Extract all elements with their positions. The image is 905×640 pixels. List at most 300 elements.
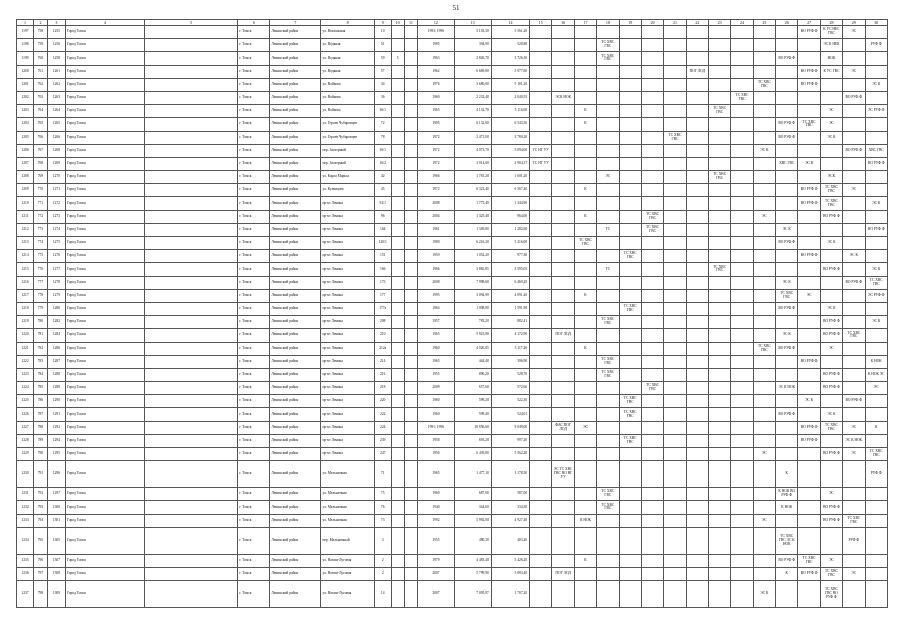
- work-type-cell-17: [574, 488, 596, 501]
- work-type-cell-29: РУФ Ф: [843, 527, 865, 554]
- work-type-cell-16: [552, 501, 574, 514]
- table-row: [17, 408, 888, 421]
- work-type-cell-18: [597, 91, 619, 104]
- row-number-cell: 1221: [17, 342, 34, 355]
- work-type-cell-30: К НОК ЭС: [865, 368, 888, 381]
- work-type-cell-27: ВО РУФ Ф: [798, 65, 820, 78]
- work-type-cell-21: [664, 355, 686, 368]
- registry-index-cell: 791: [34, 461, 48, 488]
- object-id-cell: 1284: [47, 329, 65, 342]
- work-type-cell-19: [619, 263, 641, 276]
- municipality-cell: Город Томск: [65, 250, 144, 263]
- work-type-cell-24: [731, 118, 753, 131]
- object-id-cell: 1291: [47, 408, 65, 421]
- work-type-cell-15: [530, 65, 552, 78]
- house-number-cell: 216: [374, 368, 391, 381]
- work-type-cell-27: ВО РУФ Ф: [798, 197, 820, 210]
- work-type-cell-19: [619, 52, 641, 65]
- work-type-cell-15: [530, 289, 552, 302]
- work-type-cell-18: ТС ХВС ГВС: [597, 368, 619, 381]
- empty-cell-cell: [144, 501, 238, 514]
- registry-index-cell: 793: [34, 501, 48, 514]
- work-type-cell-19: [619, 329, 641, 342]
- work-type-cell-15: [530, 408, 552, 421]
- table-row: [17, 289, 888, 302]
- extra-cell: [404, 527, 418, 554]
- work-type-cell-21: [664, 567, 686, 580]
- work-type-cell-15: [530, 118, 552, 131]
- empty-cell-cell: [144, 434, 238, 447]
- work-type-cell-18: ЭС: [597, 171, 619, 184]
- construction-year-cell: 1957: [418, 316, 454, 329]
- work-type-cell-16: [552, 52, 574, 65]
- work-type-cell-24: [731, 197, 753, 210]
- empty-cell-cell: [144, 105, 238, 118]
- object-id-cell: 1307: [47, 554, 65, 567]
- work-type-cell-18: [597, 210, 619, 223]
- construction-year-cell: 1966: [418, 263, 454, 276]
- registry-index-cell: 763: [34, 91, 48, 104]
- work-type-cell-19: [619, 581, 641, 608]
- municipality-cell: Город Томск: [65, 461, 144, 488]
- work-type-cell-20: [641, 408, 663, 421]
- work-type-cell-16: [552, 527, 574, 554]
- object-id-cell: 1272: [47, 197, 65, 210]
- construction-year-cell: 2004: [418, 210, 454, 223]
- work-type-cell-29: [843, 157, 865, 170]
- work-type-cell-22: [686, 501, 708, 514]
- object-id-cell: 1290: [47, 395, 65, 408]
- work-type-cell-29: ЭС К: [843, 250, 865, 263]
- work-type-cell-21: [664, 408, 686, 421]
- living-area-cell: 403,20: [491, 527, 529, 554]
- municipality-cell: Город Томск: [65, 52, 144, 65]
- living-area-cell: 5 181,20: [491, 78, 529, 91]
- district-cell: Ленинский район: [270, 223, 321, 236]
- work-type-cell-22: [686, 91, 708, 104]
- living-area-cell: 1 591,90: [491, 302, 529, 315]
- house-number-cell: 120/1: [374, 237, 391, 250]
- work-type-cell-21: [664, 276, 686, 289]
- work-type-cell-19: [619, 197, 641, 210]
- house-number-cell: 59: [374, 52, 391, 65]
- work-type-cell-21: [664, 434, 686, 447]
- work-type-cell-20: [641, 105, 663, 118]
- object-id-cell: 1279: [47, 289, 65, 302]
- table-row: [17, 263, 888, 276]
- work-type-cell-26: [776, 26, 798, 39]
- work-type-cell-19: [619, 355, 641, 368]
- house-number-cell: 42: [374, 171, 391, 184]
- registry-index-cell: 789: [34, 434, 48, 447]
- column-number-8: 8: [321, 20, 374, 26]
- living-area-cell: 5 426,20: [491, 554, 529, 567]
- work-type-cell-27: ВО РУФ Ф: [798, 421, 820, 434]
- total-area-cell: 5 799,90: [454, 567, 491, 580]
- living-area-cell: 572,60: [491, 382, 529, 395]
- work-type-cell-15: [530, 368, 552, 381]
- work-type-cell-22: [686, 223, 708, 236]
- district-cell: Ленинский район: [270, 26, 321, 39]
- column-number-9: 9: [374, 20, 391, 26]
- work-type-cell-29: [843, 554, 865, 567]
- work-type-cell-29: ЭС: [843, 26, 865, 39]
- work-type-cell-30: [865, 250, 888, 263]
- empty-cell-cell: [144, 197, 238, 210]
- work-type-cell-19: ТС ХВС ГВС: [619, 250, 641, 263]
- work-type-cell-26: [776, 448, 798, 461]
- city-cell: г. Томск: [238, 65, 270, 78]
- house-number-cell: 96: [374, 210, 391, 223]
- street-cell: ул. Войкова: [321, 91, 374, 104]
- work-type-cell-29: ВО РУФ Ф: [843, 91, 865, 104]
- object-id-cell: 1305: [47, 527, 65, 554]
- object-id-cell: 1269: [47, 157, 65, 170]
- registry-index-cell: 760: [34, 52, 48, 65]
- district-cell: Ленинский район: [270, 91, 321, 104]
- table-row: [17, 237, 888, 250]
- work-type-cell-28: [820, 91, 842, 104]
- work-type-cell-16: [552, 382, 574, 395]
- work-type-cell-28: ТС ХВС ГВС: [820, 184, 842, 197]
- work-type-cell-30: [865, 131, 888, 144]
- table-row: [17, 488, 888, 501]
- table-row: [17, 65, 888, 78]
- work-type-cell-17: [574, 355, 596, 368]
- work-type-cell-30: ЭС К: [865, 197, 888, 210]
- city-cell: г. Томск: [238, 567, 270, 580]
- registry-index-cell: 797: [34, 567, 48, 580]
- house-number-cell: 2: [374, 554, 391, 567]
- work-type-cell-26: [776, 581, 798, 608]
- object-id-cell: 1261: [47, 65, 65, 78]
- work-type-cell-20: [641, 342, 663, 355]
- work-type-cell-18: [597, 434, 619, 447]
- work-type-cell-21: [664, 144, 686, 157]
- column-number-2: 2: [34, 20, 48, 26]
- extra-cell: [404, 91, 418, 104]
- work-type-cell-26: [776, 514, 798, 527]
- work-type-cell-24: ТС ХВС ГВС: [731, 91, 753, 104]
- work-type-cell-17: К: [574, 118, 596, 131]
- work-type-cell-20: [641, 395, 663, 408]
- row-number-cell: 1236: [17, 567, 34, 580]
- work-type-cell-19: [619, 65, 641, 78]
- work-type-cell-16: [552, 342, 574, 355]
- work-type-cell-30: [865, 527, 888, 554]
- work-type-cell-19: [619, 488, 641, 501]
- work-type-cell-19: [619, 289, 641, 302]
- table-row: [17, 210, 888, 223]
- work-type-cell-23: [708, 223, 730, 236]
- work-type-cell-15: [530, 355, 552, 368]
- work-type-cell-16: [552, 355, 574, 368]
- work-type-cell-28: ЭСК: [820, 171, 842, 184]
- work-type-cell-16: [552, 554, 574, 567]
- living-area-cell: 2 040,55: [491, 91, 529, 104]
- work-type-cell-21: [664, 210, 686, 223]
- work-type-cell-21: [664, 237, 686, 250]
- work-type-cell-18: [597, 250, 619, 263]
- building-register-table: [16, 19, 888, 608]
- city-cell: г. Томск: [238, 408, 270, 421]
- entrances-cell: [391, 501, 404, 514]
- house-number-cell: 16/2: [374, 157, 391, 170]
- work-type-cell-23: [708, 39, 730, 52]
- living-area-cell: 4 927,40: [491, 514, 529, 527]
- work-type-cell-23: [708, 276, 730, 289]
- empty-cell-cell: [144, 421, 238, 434]
- work-type-cell-28: [820, 395, 842, 408]
- work-type-cell-16: [552, 210, 574, 223]
- work-type-cell-18: [597, 448, 619, 461]
- street-cell: ул. Мельничная: [321, 488, 374, 501]
- work-type-cell-29: ЭС: [843, 184, 865, 197]
- work-type-cell-17: [574, 448, 596, 461]
- work-type-cell-15: [530, 223, 552, 236]
- extra-cell: [404, 52, 418, 65]
- row-number-cell: 1209: [17, 184, 34, 197]
- municipality-cell: Город Томск: [65, 263, 144, 276]
- entrances-cell: [391, 448, 404, 461]
- municipality-cell: Город Томск: [65, 448, 144, 461]
- work-type-cell-18: [597, 144, 619, 157]
- municipality-cell: Город Томск: [65, 39, 144, 52]
- work-type-cell-18: [597, 237, 619, 250]
- work-type-cell-19: [619, 461, 641, 488]
- work-type-cell-23: [708, 461, 730, 488]
- work-type-cell-20: ТС ХВС ГВС: [641, 382, 663, 395]
- living-area-cell: 5 116,00: [491, 105, 529, 118]
- municipality-cell: Город Томск: [65, 567, 144, 580]
- work-type-cell-29: ЭС: [843, 448, 865, 461]
- work-type-cell-22: [686, 105, 708, 118]
- work-type-cell-29: ЭС: [843, 567, 865, 580]
- row-number-cell: 1201: [17, 78, 34, 91]
- column-number-29: 29: [843, 20, 865, 26]
- municipality-cell: Город Томск: [65, 91, 144, 104]
- object-id-cell: 1271: [47, 184, 65, 197]
- district-cell: Ленинский район: [270, 355, 321, 368]
- column-number-4: 4: [65, 20, 144, 26]
- work-type-cell-22: [686, 197, 708, 210]
- work-type-cell-29: [843, 39, 865, 52]
- work-type-cell-22: [686, 263, 708, 276]
- work-type-cell-16: [552, 184, 574, 197]
- registry-index-cell: 786: [34, 395, 48, 408]
- work-type-cell-15: [530, 434, 552, 447]
- work-type-cell-26: [776, 434, 798, 447]
- work-type-cell-22: [686, 237, 708, 250]
- extra-cell: [404, 223, 418, 236]
- work-type-cell-17: К: [574, 184, 596, 197]
- work-type-cell-20: [641, 501, 663, 514]
- total-area-cell: 480,30: [454, 527, 491, 554]
- table-row: [17, 434, 888, 447]
- work-type-cell-16: [552, 118, 574, 131]
- extra-cell: [404, 250, 418, 263]
- living-area-cell: 5 562,20: [491, 448, 529, 461]
- construction-year-cell: 1956: [418, 448, 454, 461]
- work-type-cell-27: ЭС К: [798, 395, 820, 408]
- work-type-cell-29: [843, 355, 865, 368]
- work-type-cell-19: [619, 421, 641, 434]
- row-number-cell: 1212: [17, 223, 34, 236]
- table-row: [17, 448, 888, 461]
- registry-index-cell: 790: [34, 448, 48, 461]
- extra-cell: [404, 197, 418, 210]
- work-type-cell-25: [753, 39, 775, 52]
- municipality-cell: Город Томск: [65, 434, 144, 447]
- city-cell: г. Томск: [238, 382, 270, 395]
- work-type-cell-18: [597, 157, 619, 170]
- work-type-cell-21: [664, 329, 686, 342]
- work-type-cell-22: [686, 276, 708, 289]
- work-type-cell-22: [686, 355, 708, 368]
- work-type-cell-26: ВО РУФ Ф: [776, 237, 798, 250]
- total-area-cell: 2 471,00: [454, 131, 491, 144]
- work-type-cell-25: [753, 368, 775, 381]
- work-type-cell-24: [731, 184, 753, 197]
- work-type-cell-27: [798, 302, 820, 315]
- work-type-cell-15: [530, 237, 552, 250]
- construction-year-cell: 1966: [418, 171, 454, 184]
- district-cell: Ленинский район: [270, 527, 321, 554]
- work-type-cell-17: [574, 395, 596, 408]
- column-number-26: 26: [776, 20, 798, 26]
- work-type-cell-26: [776, 184, 798, 197]
- house-number-cell: 164: [374, 223, 391, 236]
- table-row: [17, 382, 888, 395]
- city-cell: г. Томск: [238, 118, 270, 131]
- work-type-cell-17: [574, 171, 596, 184]
- registry-index-cell: 798: [34, 581, 48, 608]
- work-type-cell-27: [798, 501, 820, 514]
- work-type-cell-15: [530, 171, 552, 184]
- work-type-cell-28: ВО РУФ Ф: [820, 329, 842, 342]
- work-type-cell-27: [798, 210, 820, 223]
- work-type-cell-24: [731, 210, 753, 223]
- work-type-cell-19: [619, 527, 641, 554]
- object-id-cell: 1280: [47, 302, 65, 315]
- row-number-cell: 1208: [17, 171, 34, 184]
- street-cell: пр-кт Ленина: [321, 395, 374, 408]
- work-type-cell-18: [597, 421, 619, 434]
- work-type-cell-28: К УС ГВС: [820, 65, 842, 78]
- living-area-cell: 334,50: [491, 501, 529, 514]
- extra-cell: [404, 184, 418, 197]
- object-id-cell: 1268: [47, 144, 65, 157]
- construction-year-cell: 1972: [418, 144, 454, 157]
- work-type-cell-25: [753, 527, 775, 554]
- work-type-cell-15: [530, 78, 552, 91]
- work-type-cell-22: [686, 184, 708, 197]
- object-id-cell: 1296: [47, 461, 65, 488]
- work-type-cell-25: [753, 289, 775, 302]
- city-cell: г. Томск: [238, 26, 270, 39]
- work-type-cell-21: [664, 302, 686, 315]
- work-type-cell-29: [843, 131, 865, 144]
- work-type-cell-27: ВО РУФ Ф: [798, 26, 820, 39]
- entrances-cell: [391, 554, 404, 567]
- work-type-cell-25: [753, 65, 775, 78]
- work-type-cell-15: [530, 448, 552, 461]
- total-area-cell: 4 026,05: [454, 342, 491, 355]
- extra-cell: [404, 39, 418, 52]
- construction-year-cell: 1965: [418, 105, 454, 118]
- work-type-cell-25: [753, 316, 775, 329]
- work-type-cell-26: ТС ХВС ГВС: [776, 289, 798, 302]
- work-type-cell-28: К УС НЕС ГВС: [820, 26, 842, 39]
- work-type-cell-17: ТС ХВС ГВС: [574, 237, 596, 250]
- empty-cell-cell: [144, 276, 238, 289]
- registry-index-cell: 770: [34, 184, 48, 197]
- work-type-cell-23: [708, 448, 730, 461]
- city-cell: г. Томск: [238, 210, 270, 223]
- work-type-cell-24: [731, 342, 753, 355]
- work-type-cell-22: [686, 554, 708, 567]
- work-type-cell-26: ТС ХВС ГВС ЭС К НОК: [776, 527, 798, 554]
- work-type-cell-30: РУФ Ф: [865, 39, 888, 52]
- work-type-cell-15: [530, 461, 552, 488]
- city-cell: г. Томск: [238, 237, 270, 250]
- work-type-cell-22: [686, 144, 708, 157]
- row-number-cell: 1214: [17, 250, 34, 263]
- municipality-cell: Город Томск: [65, 302, 144, 315]
- living-area-cell: 528,70: [491, 368, 529, 381]
- municipality-cell: Город Томск: [65, 421, 144, 434]
- municipality-cell: Город Томск: [65, 157, 144, 170]
- object-id-cell: 1297: [47, 488, 65, 501]
- work-type-cell-24: [731, 250, 753, 263]
- column-number-30: 30: [865, 20, 888, 26]
- work-type-cell-21: [664, 26, 686, 39]
- work-type-cell-23: [708, 567, 730, 580]
- work-type-cell-29: [843, 382, 865, 395]
- work-type-cell-16: [552, 39, 574, 52]
- object-id-cell: 1276: [47, 250, 65, 263]
- district-cell: Ленинский район: [270, 157, 321, 170]
- work-type-cell-23: [708, 554, 730, 567]
- work-type-cell-22: [686, 567, 708, 580]
- work-type-cell-24: [731, 355, 753, 368]
- empty-cell-cell: [144, 184, 238, 197]
- house-number-cell: 36/1: [374, 105, 391, 118]
- living-area-cell: 882,41: [491, 316, 529, 329]
- empty-cell-cell: [144, 408, 238, 421]
- work-type-cell-26: ВО РУФ Ф: [776, 302, 798, 315]
- work-type-cell-16: [552, 197, 574, 210]
- work-type-cell-30: ЭС РУФ Ф: [865, 289, 888, 302]
- work-type-cell-30: [865, 184, 888, 197]
- work-type-cell-22: [686, 527, 708, 554]
- work-type-cell-25: ЭС К: [753, 144, 775, 157]
- total-area-cell: 1 775,40: [454, 197, 491, 210]
- street-cell: ул. Карла Маркса: [321, 171, 374, 184]
- city-cell: г. Томск: [238, 250, 270, 263]
- work-type-cell-15: [530, 581, 552, 608]
- work-type-cell-22: [686, 157, 708, 170]
- municipality-cell: Город Томск: [65, 276, 144, 289]
- work-type-cell-17: [574, 329, 596, 342]
- work-type-cell-22: [686, 210, 708, 223]
- city-cell: г. Томск: [238, 289, 270, 302]
- row-number-cell: 1234: [17, 527, 34, 554]
- work-type-cell-30: [865, 434, 888, 447]
- work-type-cell-30: [865, 237, 888, 250]
- work-type-cell-23: [708, 78, 730, 91]
- house-number-cell: 177: [374, 289, 391, 302]
